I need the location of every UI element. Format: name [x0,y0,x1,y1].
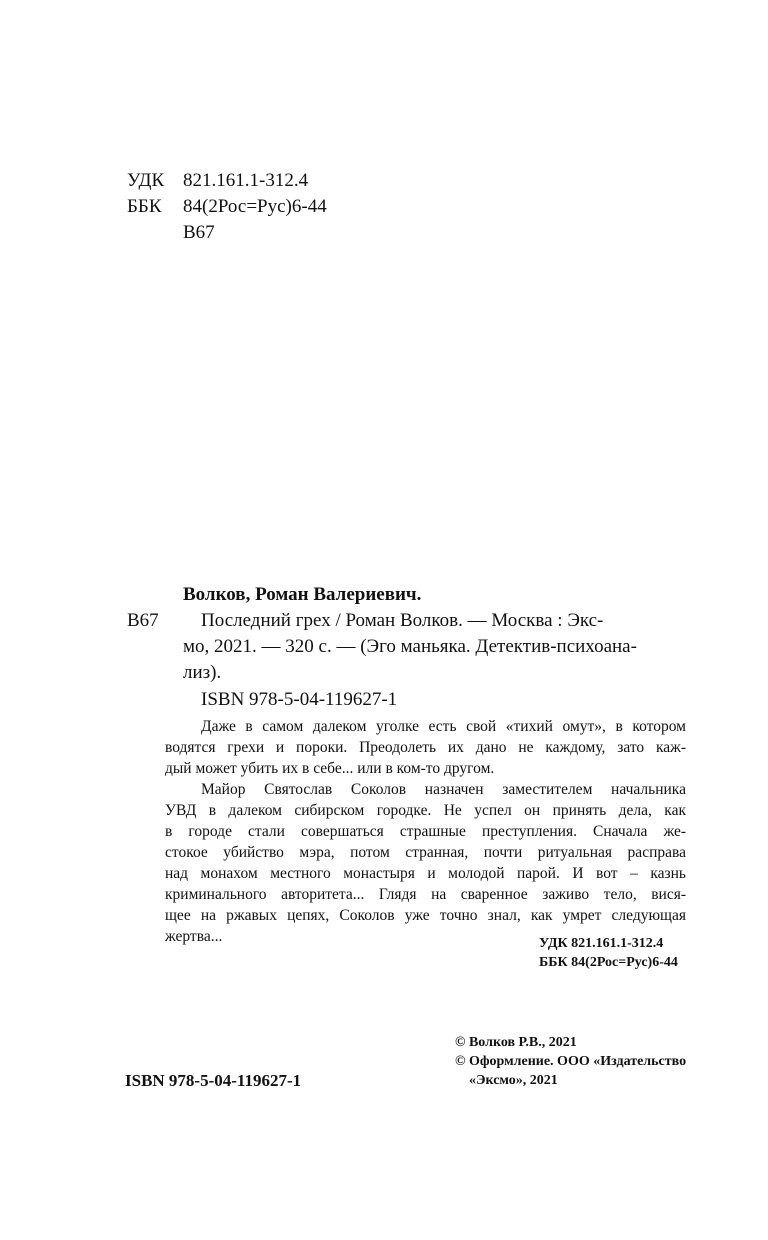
bbk-code-line [127,194,327,220]
udk-value: 821.161.1-312.4 [183,170,309,191]
annotation-line: в городе стали совершаться страшные преступления. Сначала же- [165,823,686,840]
catalog-side-mark: В67 [127,610,159,631]
bbk-label: ББК [127,196,162,217]
copyright-author: © Волков Р.В., 2021 [455,1035,577,1050]
annotation-line: стокое убийство мэра, потом странная, почти ритуальная расправа [165,844,686,861]
bbk-value: 84(2Рос=Рус)6-44 [183,196,327,217]
annotation-line: Даже в самом далеком уголке есть свой «тихий омут», в котором [201,718,686,735]
catalog-description-line: лиз). [183,662,222,683]
annotation-line: Майор Святослав Соколов назначен заместителем начальника [201,781,686,798]
udk-code-line [127,168,308,194]
isbn-bottom: ISBN 978-5-04-119627-1 [125,1071,302,1090]
author-mark-top: В67 [183,222,215,243]
udk-label: УДК [127,170,165,191]
catalog-description-line: Последний грех / Роман Волков. — Москва : Экс- [201,610,604,631]
annotation-line: дый может убить их в себе... или в ком-то другом. [165,760,495,777]
annotation-line: криминального авторитета... Глядя на сваренное заживо тело, вися- [165,886,686,903]
copyright-design: © Оформление. ООО «Издательство [455,1054,687,1069]
catalog-description-line: мо, 2021. — 320 с. — (Эго маньяка. Детектив-психоана- [183,636,637,657]
catalog-isbn: ISBN 978-5-04-119627-1 [201,689,398,710]
udk-code-right: УДК 821.161.1-312.4 [539,936,664,951]
bbk-code-right: ББК 84(2Рос=Рус)6-44 [539,955,678,970]
copyright-design-cont: «Эксмо», 2021 [469,1073,558,1088]
annotation-line: водятся грехи и пороки. Преодолеть их дано не каждому, зато каж- [165,739,686,756]
annotation-line: над монахом местного монастыря и молодой парой. И вот – казнь [165,865,686,882]
annotation [165,716,686,947]
catalog-author: Волков, Роман Валериевич. [183,584,422,605]
annotation-line: УВД в далеком сибирском городке. Не успел он принять дела, как [165,802,686,819]
annotation-line: жертва... [165,928,223,945]
annotation-line: щее на ржавых цепях, Соколов уже точно знал, как умрет следующая [165,907,686,924]
